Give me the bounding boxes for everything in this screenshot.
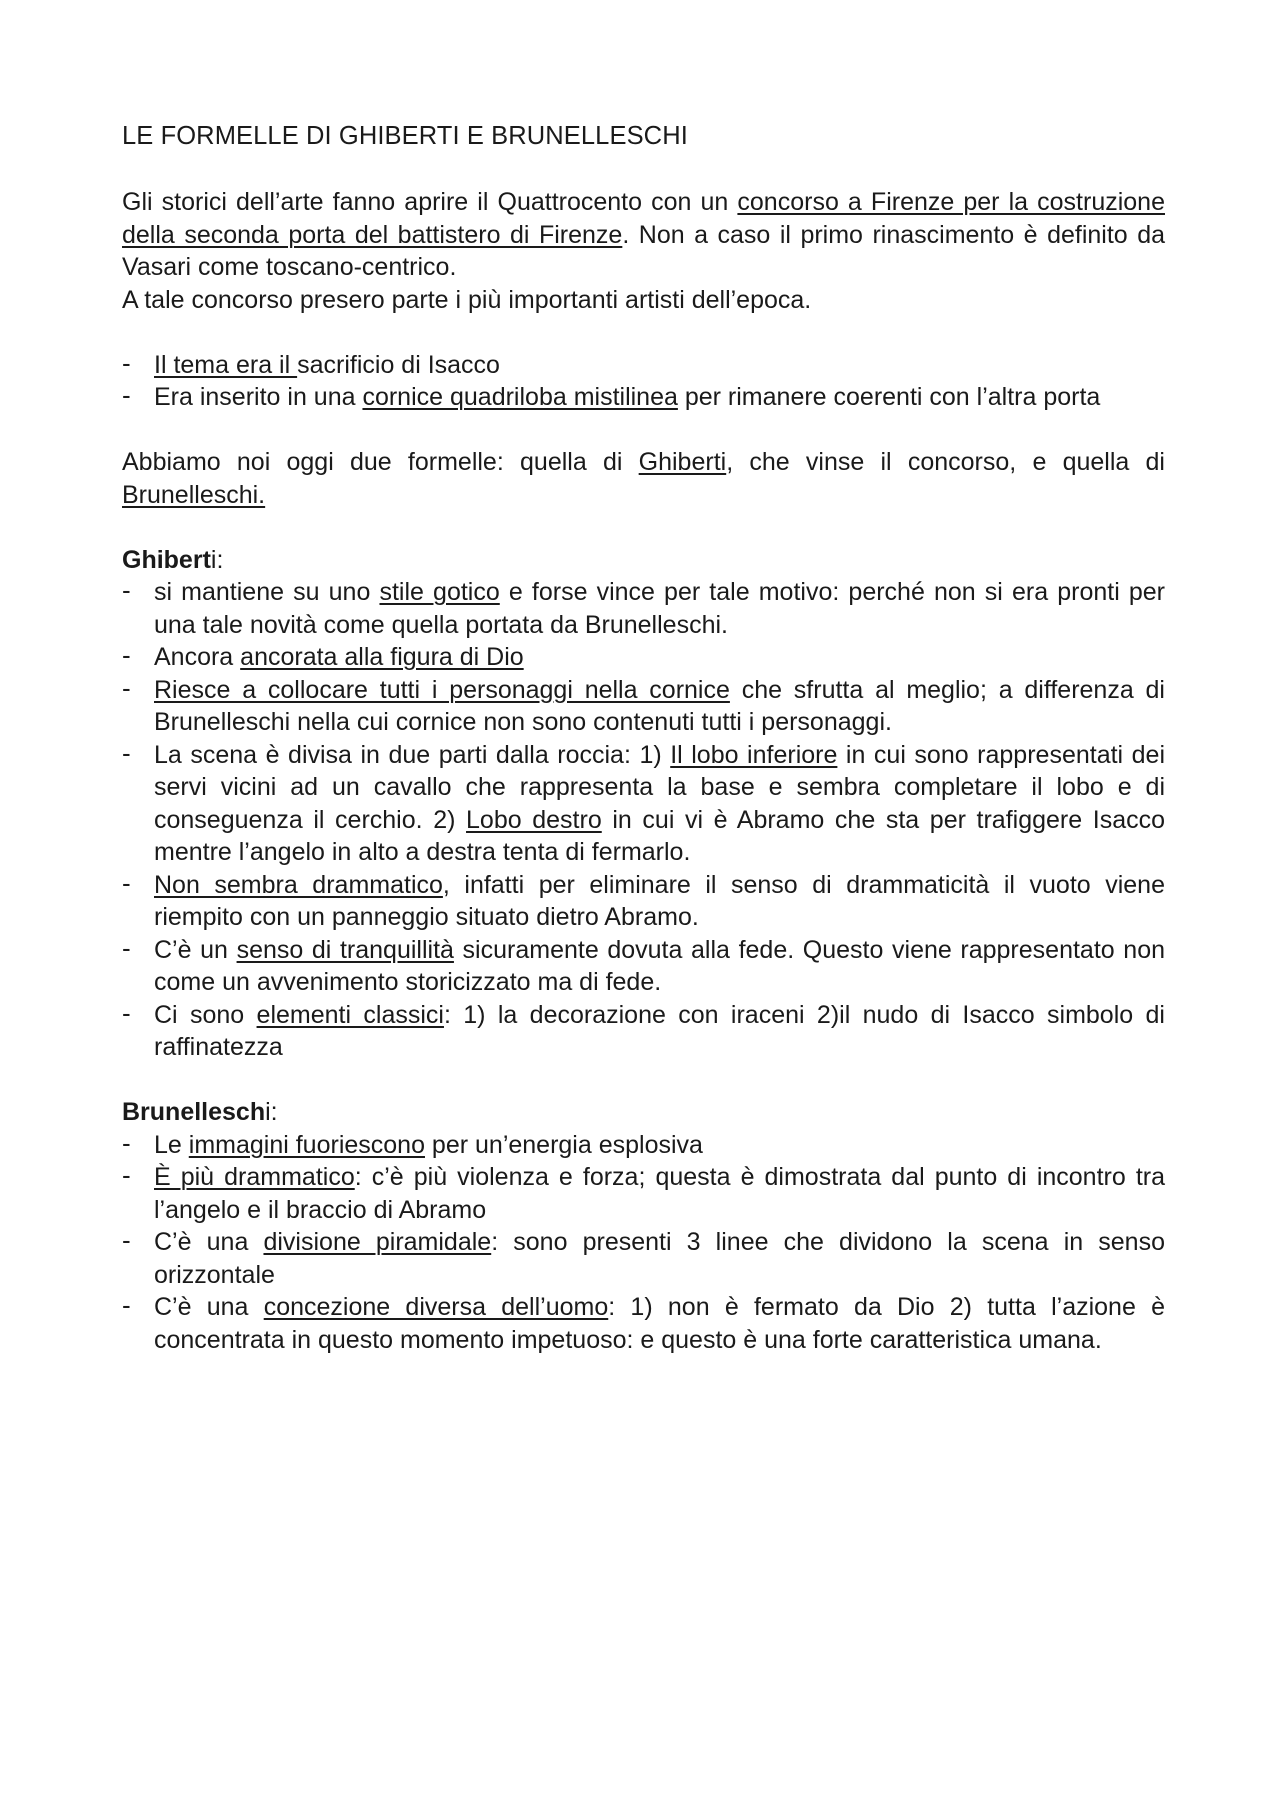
list-item (122, 1226, 1165, 1291)
item-text: Era inserito in una (154, 383, 363, 411)
underlined-text: stile gotico (379, 578, 500, 606)
document-title: LE FORMELLE DI GHIBERTI E BRUNELLESCHI (122, 122, 688, 150)
list-item (122, 1291, 1165, 1356)
ghiberti-name: Ghiberti (638, 448, 727, 476)
item-text: : 1) la decorazione con iraceni 2)il nudo di Isacco simbolo di raffinatezza (154, 1000, 1165, 1061)
list-item (122, 1161, 1165, 1226)
item-text: Le (154, 1130, 189, 1159)
heading-rest: i: (265, 1098, 278, 1126)
item-text: sacrificio di Isacco (297, 350, 500, 379)
heading-rest: i: (210, 545, 224, 574)
spacer (122, 316, 1165, 349)
list-item (122, 641, 1165, 674)
item-text: C’è una (154, 1293, 264, 1321)
underlined-text: ancorata alla figura di Dio (240, 643, 524, 671)
list-item (122, 576, 1165, 641)
item-text: La scena è divisa in due parti dalla roccia: 1) (154, 740, 671, 769)
item-text: e forse vince per tale motivo: perché non si era pronti per una tale novità come quella portata da Brunelleschi. (154, 578, 1165, 639)
item-text: sicuramente dovuta alla fede. Questo viene rappresentato non come un avvenimento storicizzato ma di fede. (154, 935, 1166, 996)
item-text: che sfrutta al meglio; a differenza di Brunelleschi nella cui cornice non sono contenuti tutti i personaggi. (154, 675, 1165, 736)
underlined-text: senso di tranquillità (236, 935, 454, 964)
list-item (122, 999, 1165, 1064)
underlined-text: È più drammatico (154, 1163, 355, 1191)
item-text: : 1) non è fermato da Dio 2) tutta l’azione è concentrata in questo momento impetuoso: e questo è una forte caratteristica umana. (154, 1293, 1165, 1354)
para-text: Abbiamo noi oggi due formelle: quella di (122, 448, 639, 476)
list-item (122, 349, 1165, 382)
underlined-text: immagini fuoriescono (188, 1130, 425, 1159)
underlined-text: Il lobo inferiore (670, 740, 838, 769)
underlined-text: cornice quadriloba mistilinea (362, 383, 678, 411)
brunelleschi-list (122, 1129, 1165, 1357)
spacer (122, 1064, 1165, 1097)
item-text: C’è un (154, 935, 237, 964)
item-text: in cui sono rappresentati dei servi vicini ad un cavallo che rappresenta la base e sembra completare il lobo e di conseguenza il cerchio. 2) (154, 740, 1165, 834)
ghiberti-list (122, 576, 1165, 1064)
underlined-text: Non sembra drammatico (154, 870, 443, 899)
item-text: C’è una (154, 1228, 264, 1256)
item-text: per rimanere coerenti con l’altra porta (677, 383, 1101, 411)
intro-text: . Non a caso il primo rinascimento è definito da Vasari come toscano-centrico. (122, 220, 1165, 281)
list-item (122, 934, 1165, 999)
document-content (122, 120, 1165, 1356)
heading-bold: Ghibert (122, 545, 211, 574)
intro-paragraph-2: A tale concorso presero parte i più importanti artisti dell’epoca. (122, 285, 812, 314)
intro-text: Gli storici dell’arte fanno aprire il Quattrocento con un (122, 188, 738, 216)
underlined-text: Lobo destro (466, 805, 602, 834)
brunelleschi-heading (122, 1096, 1165, 1129)
intro-paragraph (122, 186, 1165, 284)
formelle-paragraph (122, 446, 1165, 511)
underlined-text: concezione diversa dell’uomo (263, 1293, 609, 1321)
spacer (122, 511, 1165, 544)
item-text: : sono presenti 3 linee che dividono la scena in senso orizzontale (154, 1228, 1165, 1289)
intro-list (122, 349, 1165, 414)
item-text: Ci sono (154, 1000, 257, 1029)
list-item (122, 869, 1165, 934)
para-text: , che vinse il concorso, e quella di (726, 448, 1165, 476)
spacer (122, 414, 1165, 447)
underlined-text: Riesce a collocare tutti i personaggi nella cornice (154, 675, 730, 704)
heading-bold: Brunellesch (122, 1098, 266, 1126)
ghiberti-heading (122, 544, 1165, 577)
underlined-text: Il tema era il (154, 350, 298, 379)
item-text: in cui vi è Abramo che sta per trafiggere Isacco mentre l’angelo in alto a destra tenta di fermarlo. (154, 805, 1166, 866)
list-item (122, 381, 1165, 414)
underlined-text: elementi classici (256, 1000, 444, 1029)
list-item (122, 739, 1165, 869)
list-item (122, 674, 1165, 739)
item-text: Ancora (154, 643, 241, 671)
intro-underlined: concorso a Firenze per la costruzione della seconda porta del battistero di Firenze (122, 188, 1165, 249)
item-text: , infatti per eliminare il senso di drammaticità il vuoto viene riempito con un panneggio situato dietro Abramo. (154, 870, 1165, 931)
list-item (122, 1129, 1165, 1162)
underlined-text: divisione piramidale (263, 1228, 492, 1256)
item-text: si mantiene su uno (154, 578, 380, 606)
item-text: per un’energia esplosiva (424, 1130, 703, 1159)
brunelleschi-name: Brunelleschi. (122, 480, 266, 509)
item-text: : c’è più violenza e forza; questa è dimostrata dal punto di incontro tra l’angelo e il braccio di Abramo (154, 1163, 1165, 1224)
